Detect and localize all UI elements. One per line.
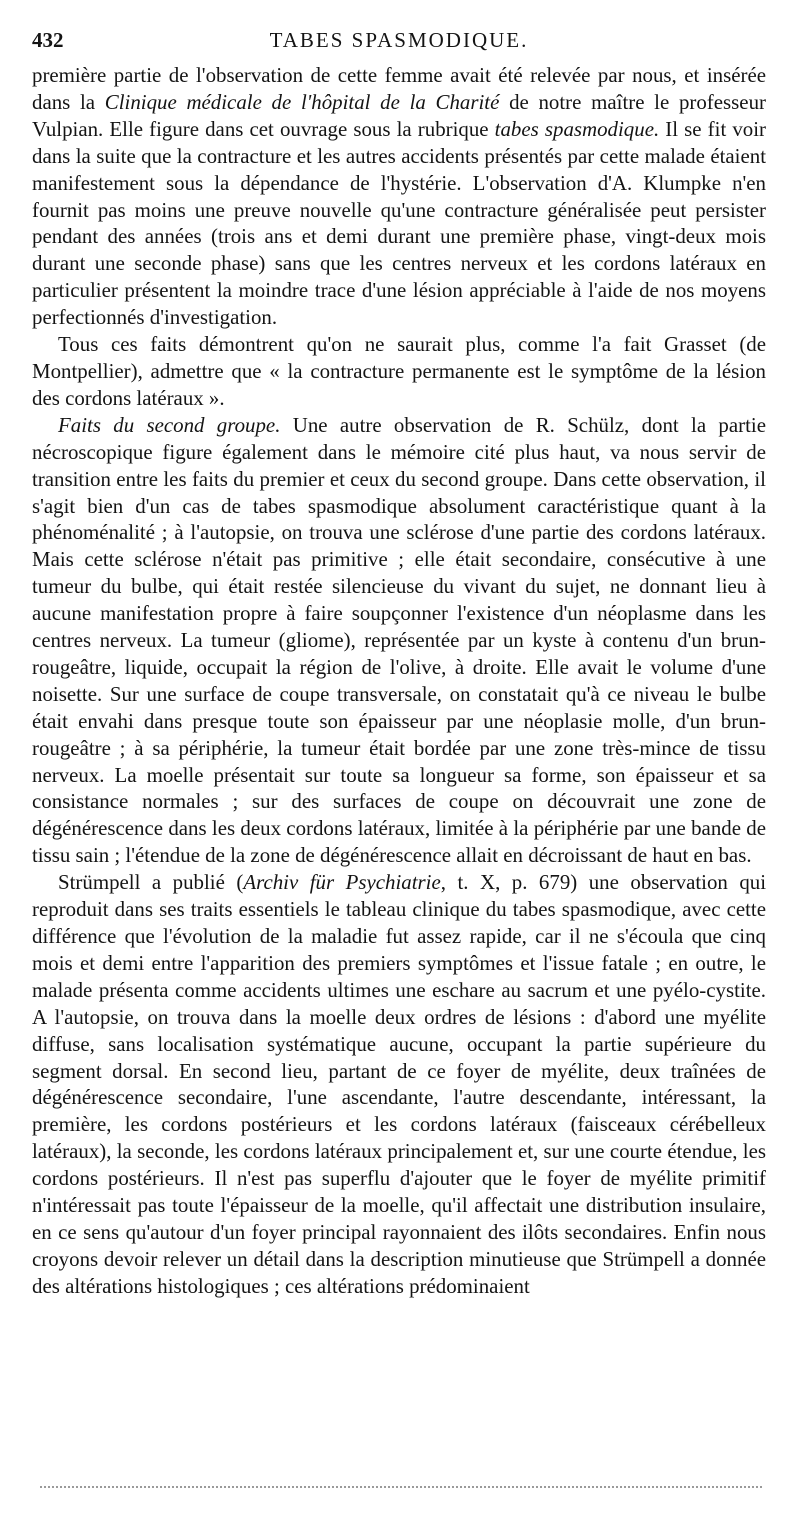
page-header [32,28,766,58]
paragraph-1-text-a: première partie de l'observation de cette femme avait été relevée par nous, et insérée dans la [32,63,766,114]
paragraph-2: Tous ces faits démontrent qu'on ne saurait plus, comme l'a fait Grasset (de Montpellier), admettre que « la contracture permanente est le symptôme de la lésion des cordons latéraux ». [32,332,766,410]
paragraph-1 [32,62,766,331]
paragraph-4 [32,869,766,1300]
paragraph-1-text-b: de notre maître le professeur Vulpian. Elle figure dans cet ouvrage sous la rubrique [32,89,766,141]
footer-dotted-rule [40,1486,762,1488]
paragraph-4-text-b: , t. X, p. 679) une observation qui reproduit dans ses traits essentiels le tableau clinique du tabes spasmodique, avec cette différence que l'évolution de la maladie fut assez rapide, car il ne s'écoula que cinq mois et demi entre l'apparition des premiers symptômes et l'issue fatale ; en outre, le malade présenta comme accidents ultimes une eschare au sacrum et une pyélo-cystite. A l'autopsie, on trouva dans la moelle deux ordres de lésions : d'abord une myélite diffuse, sans localisation systématique aucune, occupant la partie supérieure du segment dorsal. En second lieu, partant de ce foyer de myélite, deux traînées de dégénérescence secondaire, l'une ascendante, l'autre descendante, intéressant, la première, les cordons postérieurs et les cordons latéraux (faisceaux cérébelleux latéraux), la seconde, les cordons latéraux principalement et, sur une courte étendue, les cordons postérieurs. Il n'est pas superflu d'ajouter que le foyer de myélite primitif n'intéressait pas toute l'épaisseur de la moelle, qu'il affectait une distribution insulaire, en ce sens qu'autour d'un foyer principal rayonnaient des ilôts secondaires. Enfin nous croyons devoir relever un détail dans la description minutieuse que Strümpell a donnée des altérations histologiques ; ces altérations prédominaient [32,870,767,1298]
page-number: 432 [32,28,64,52]
body-text [32,62,766,1300]
running-title: TABES SPASMODIQUE. [269,28,529,52]
book-title-italic: Clinique médicale de l'hôpital de la Charité [104,89,500,114]
section-heading-italic: Faits du second groupe. [58,412,281,437]
journal-title-italic: Archiv für Psychiatrie [243,870,441,895]
paragraph-3-text: Une autre observation de R. Schülz, dont la partie nécroscopique figure également dans le mémoire cité plus haut, va nous servir de transition entre les faits du premier et ceux du second groupe. Dans cette observation, il s'agit bien d'un cas de tabes spasmodique absolument caractéristique quant à la phénoménalité ; à l'autopsie, on trouva une sclérose d'une partie des cordons latéraux. Mais cette sclérose n'était pas primitive ; elle était secondaire, consécutive à une tumeur du bulbe, qui était restée silencieuse du vivant du sujet, ne donnant lieu à aucune manifestation propre à faire soupçonner l'existence d'un néoplasme dans les centres nerveux. La tumeur (gliome), représentée par un kyste à contenu d'un brun-rougeâtre, liquide, occupait la région de l'olive, à droite. Elle avait le volume d'une noisette. Sur une surface de coupe transversale, on constatait qu'à ce niveau le bulbe était envahi dans presque toute son épaisseur par une néoplasie molle, d'un brun-rougeâtre ; à sa périphérie, la tumeur était bordée par une zone très-mince de tissu nerveux. La moelle présentait sur toute sa longueur sa forme, son épaisseur et sa consistance normales ; sur des surfaces de coupe on découvrait une zone de dégénérescence dans les deux cordons latéraux, limitée à la périphérie par une bande de tissu sain ; l'étendue de la zone de dégénérescence allait en décroissant de haut en bas. [32,412,766,868]
paragraph-4-text-a: Strümpell a publié ( [58,870,244,895]
rubric-italic: tabes spasmodique. [494,116,660,141]
paragraph-3 [32,412,766,869]
paragraph-1-text-c: Il se fit voir dans la suite que la contracture et les autres accidents présentés par cette malade étaient manifestement sous la dépendance de l'hystérie. L'observation d'A. Klumpke n'en fournit pas moins une preuve nouvelle qu'une contracture généralisée peut persister pendant des années (trois ans et demi durant une première phase, vingt-deux mois durant une seconde phase) sans que les centres nerveux et les cordons latéraux en particulier présentent la moindre trace d'une lésion appréciable à l'aide de nos moyens perfectionnés d'investigation. [32,116,767,330]
